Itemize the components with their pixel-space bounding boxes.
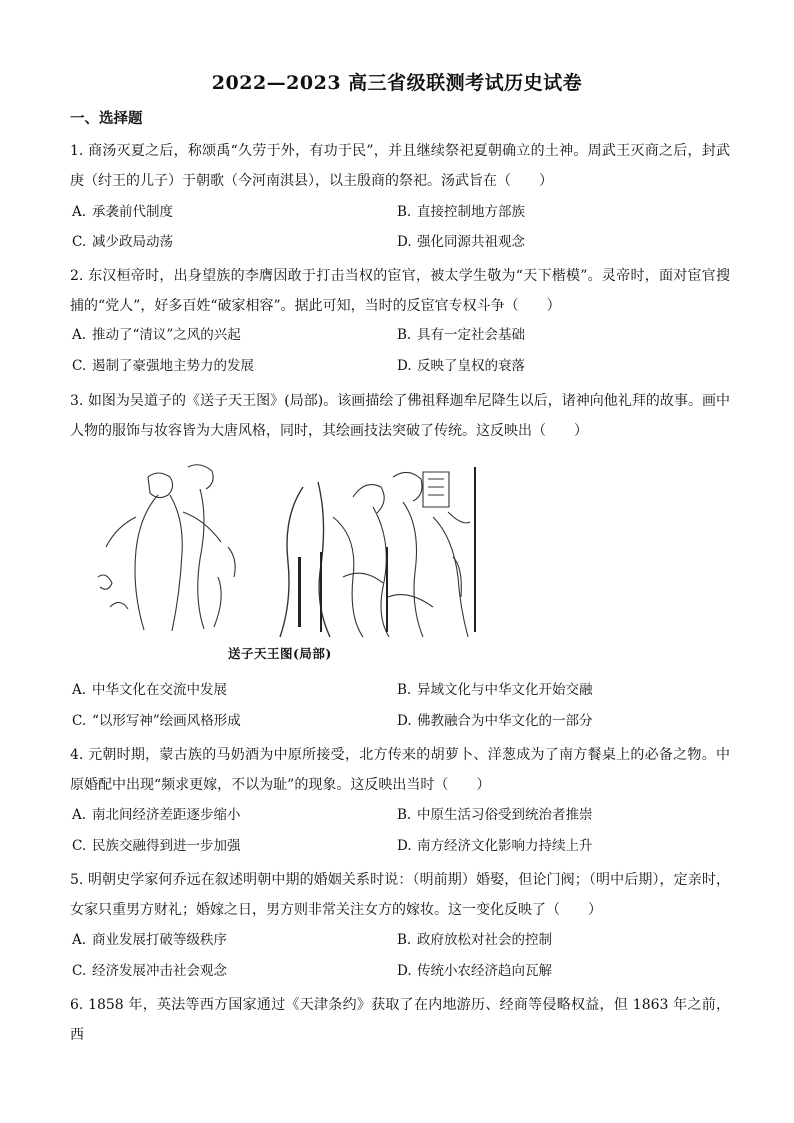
question-4-option-b: B. 中原生活习俗受到统治者推崇 (397, 807, 593, 823)
question-2-stem: 2. 东汉桓帝时，出身望族的李膺因敢于打击当权的宦官，被太学生敬为“天下楷模”。灵帝时，面对宦官搜捕的“党人”，好多百姓“破家相容”。据此可知，当时的反宦官专权斗争（ ） (70, 268, 730, 314)
question-1-stem: 1. 商汤灭夏之后，称颂禹“久劳于外，有功于民”，并且继续祭祀夏朝确立的土神。周武王灭商之后，封武庚（纣王的儿子）于朝歌（今河南淇县），以主殷商的祭祀。汤武旨在（ ） (70, 143, 730, 189)
question-1-option-c: C. 减少政局动荡 (72, 234, 173, 250)
question-5-option-a: A. 商业发展打破等级秩序 (72, 932, 227, 948)
question-5-option-b: B. 政府放松对社会的控制 (397, 932, 552, 948)
question-4-stem: 4. 元朝时期，蒙古族的马奶酒为中原所接受，北方传来的胡萝卜、洋葱成为了南方餐桌上的必备之物。中原婚配中出现“频求更嫁，不以为耻”的现象。这反映出当时（ ） (70, 747, 730, 793)
question-5-option-d: D. 传统小农经济趋向瓦解 (397, 963, 552, 979)
question-3-option-d: D. 佛教融合为中华文化的一部分 (397, 713, 593, 729)
section-heading: 一、选择题 (70, 110, 143, 127)
question-2-option-c: C. 遏制了豪强地主势力的发展 (72, 358, 254, 374)
question-5-stem: 5. 明朝史学家何乔远在叙述明朝中期的婚姻关系时说：（明前期）婚娶，但论门阀；（明中后期），定亲时，女家只重男方财礼；婚嫁之日，男方则非常关注女方的嫁妆。这一变化反映了（ ） (70, 872, 730, 918)
question-2-option-d: D. 反映了皇权的衰落 (397, 358, 525, 374)
question-3-option-a: A. 中华文化在交流中发展 (72, 682, 227, 698)
question-4-option-c: C. 民族交融得到进一步加强 (72, 838, 241, 854)
question-6-stem: 6. 1858 年，英法等西方国家通过《天津条约》获取了在内地游历、经商等侵略权益，但 1863 年之前，西 (70, 997, 730, 1043)
figure-caption: 送子天王图(局部) (228, 646, 332, 661)
painting-figure (88, 457, 478, 657)
question-3-option-b: B. 异域文化与中华文化开始交融 (397, 682, 593, 698)
exam-title: 2022—2023 高三省级联测考试历史试卷 (211, 72, 583, 94)
question-5-option-c: C. 经济发展冲击社会观念 (72, 963, 227, 979)
question-3-option-c: C. “以形写神”绘画风格形成 (72, 713, 241, 729)
question-1-option-a: A. 承袭前代制度 (72, 204, 173, 220)
question-2-option-b: B. 具有一定社会基础 (397, 327, 525, 343)
question-4-option-a: A. 南北间经济差距逐步缩小 (72, 807, 241, 823)
question-1-option-d: D. 强化同源共祖观念 (397, 234, 525, 250)
question-4-option-d: D. 南方经济文化影响力持续上升 (397, 838, 593, 854)
question-2-option-a: A. 推动了“清议”之风的兴起 (72, 327, 241, 343)
question-1-option-b: B. 直接控制地方部族 (397, 204, 525, 220)
painting-sketch (88, 457, 478, 642)
question-3-stem: 3. 如图为吴道子的《送子天王图》(局部)。该画描绘了佛祖释迦牟尼降生以后，诸神向他礼拜的故事。画中人物的服饰与妆容皆为大唐风格，同时，其绘画技法突破了传统。这反映出（ ） (70, 393, 730, 439)
